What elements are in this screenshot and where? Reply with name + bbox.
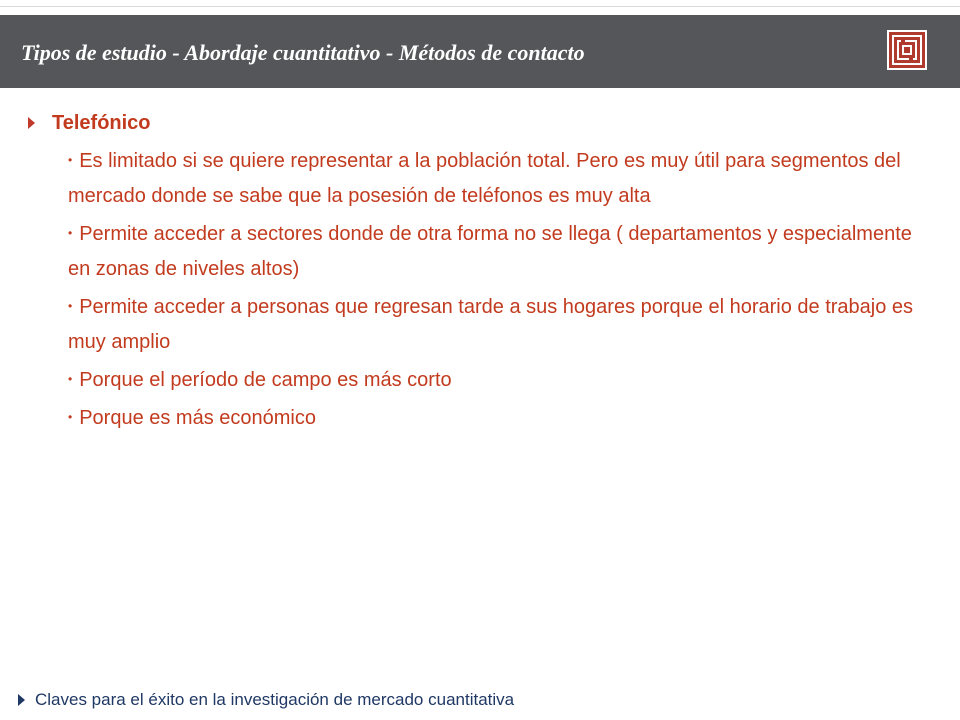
top-divider (0, 6, 960, 7)
section-heading-label: Telefónico (52, 111, 151, 134)
section-heading (28, 109, 151, 137)
slide-title: Tipos de estudio - Abordaje cuantitativo - Métodos de contacto (21, 40, 585, 65)
bullet-dot-icon: • (68, 372, 73, 386)
list-item-text: Porque el período de campo es más corto (79, 369, 452, 391)
bullet-dot-icon: • (68, 226, 73, 240)
list-item-text: Porque es más económico (79, 407, 316, 429)
arrow-right-icon (28, 117, 35, 129)
footer-text: Claves para el éxito en la investigación de mercado cuantitativa (35, 690, 515, 709)
list-item (68, 400, 930, 436)
list-item-text: Permite acceder a personas que regresan tarde a sus hogares porque el horario de trabajo es muy amplio (68, 296, 914, 353)
bullet-dot-icon: • (68, 153, 73, 167)
nested-squares-logo-icon (887, 30, 927, 70)
footer-link[interactable] (18, 688, 514, 712)
list-item (68, 362, 930, 398)
list-item-text: Es limitado si se quiere representar a la población total. Pero es muy útil para segmentos del mercado donde se sabe que la posesión de teléfonos es muy alta (68, 150, 901, 207)
list-item (68, 289, 930, 360)
bullet-list (68, 143, 930, 438)
bullet-dot-icon: • (68, 410, 73, 424)
list-item (68, 143, 930, 214)
arrow-right-icon (18, 694, 25, 706)
list-item (68, 216, 930, 287)
list-item-text: Permite acceder a sectores donde de otra forma no se llega ( departamentos y especialmente en zonas de niveles altos) (68, 223, 912, 280)
bullet-dot-icon: • (68, 299, 73, 313)
